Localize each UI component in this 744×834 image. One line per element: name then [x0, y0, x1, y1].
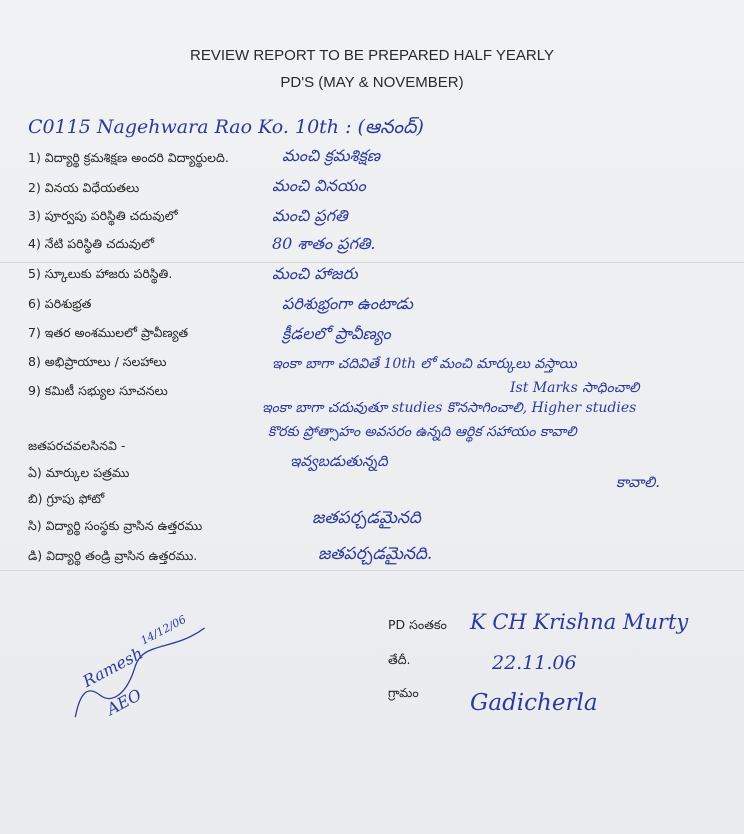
student-line: C0115 Nagehwara Rao Ko. 10th : (ఆనంద్): [28, 116, 424, 138]
signature-label: PD సంతకం: [388, 617, 447, 632]
item-answer: మంచి క్రమశిక్షణ: [282, 146, 381, 165]
item-answer: 80 శాతం ప్రగతి.: [272, 234, 376, 253]
enclosure-label: ఏ) మార్కుల పత్రము: [28, 465, 130, 480]
item-label: 8) అభిప్రాయాలు / సలహాలు: [28, 354, 167, 369]
item-label: 1) విద్యార్థి క్రమశిక్షణ అందరి విద్యార్థులది.: [28, 150, 229, 165]
signature-stroke: [58, 613, 227, 728]
committee-line: ఇంకా బాగా చదువుతూ studies కొనసాగించాలి, Higher studies: [262, 400, 637, 416]
enclosure-answer: జతపర్చడమైనది.: [318, 544, 433, 564]
report-title: REVIEW REPORT TO BE PREPARED HALF YEARLY: [190, 47, 554, 64]
enclosure-answer: జతపర్చడమైనది: [312, 508, 421, 528]
item-label: 9) కమిటీ సభ్యుల సూచనలు: [28, 383, 168, 398]
enclosures-heading: జతపరచవలసినవి -: [28, 438, 126, 453]
date-label: తేదీ.: [388, 652, 411, 667]
item-answer: మంచి హాజరు: [272, 264, 358, 283]
item-answer: మంచి వినయం: [272, 176, 366, 195]
reviewer-name: Ramesh: [79, 643, 147, 691]
committee-line: కావాలి.: [616, 473, 661, 491]
item-label: 4) నేటి పరిస్థితి చదువులో: [28, 236, 155, 251]
enclosure-label: బి) గ్రూపు ఫోటో: [28, 491, 105, 506]
item-answer: ఇంకా బాగా చదివితే 10th లో మంచి మార్కులు వస్తాయి: [272, 356, 577, 372]
village-label: గ్రామం: [388, 685, 419, 700]
item-answer: క్రీడలలో ప్రావీణ్యం: [282, 324, 391, 343]
reviewer-date: 14/12/06: [138, 612, 189, 648]
reviewer-designation: AEO: [103, 685, 145, 719]
paper-fold: [0, 262, 744, 263]
reviewer-signature: [60, 609, 244, 764]
pd-signature: K CH Krishna Murty: [470, 610, 689, 634]
committee-line: కొరకు ప్రోత్సాహం అవసరం ఉన్నది ఆర్థిక సహాయం కావాలి: [268, 424, 577, 440]
item-answer: పరిశుభ్రంగా ఉంటాడు: [282, 294, 413, 313]
enclosure-label: సి) విద్యార్థి సంస్థకు వ్రాసిన ఉత్తరము: [28, 518, 203, 533]
item-answer: మంచి ప్రగతి: [272, 206, 348, 225]
enclosure-label: డి) విద్యార్థి తండ్రి వ్రాసిన ఉత్తరము.: [28, 548, 198, 563]
item-label: 7) ఇతర అంశములలో ప్రావీణ్యత: [28, 325, 189, 340]
committee-line: ఇవ్వబడుతున్నది: [290, 452, 388, 470]
report-subtitle: PD'S (MAY & NOVEMBER): [280, 74, 464, 91]
item-answer: Ist Marks సాధించాలి: [510, 380, 640, 396]
item-label: 5) స్కూలుకు హాజరు పరిస్థితి.: [28, 266, 173, 281]
village-name: Gadicherla: [470, 690, 598, 716]
item-label: 6) పరిశుభ్రత: [28, 296, 92, 311]
paper-fold: [0, 570, 744, 571]
item-label: 3) పూర్వపు పరిస్థితి చదువులో: [28, 208, 178, 223]
pd-date: 22.11.06: [492, 652, 577, 674]
item-label: 2) వినయ విధేయతలు: [28, 180, 140, 195]
